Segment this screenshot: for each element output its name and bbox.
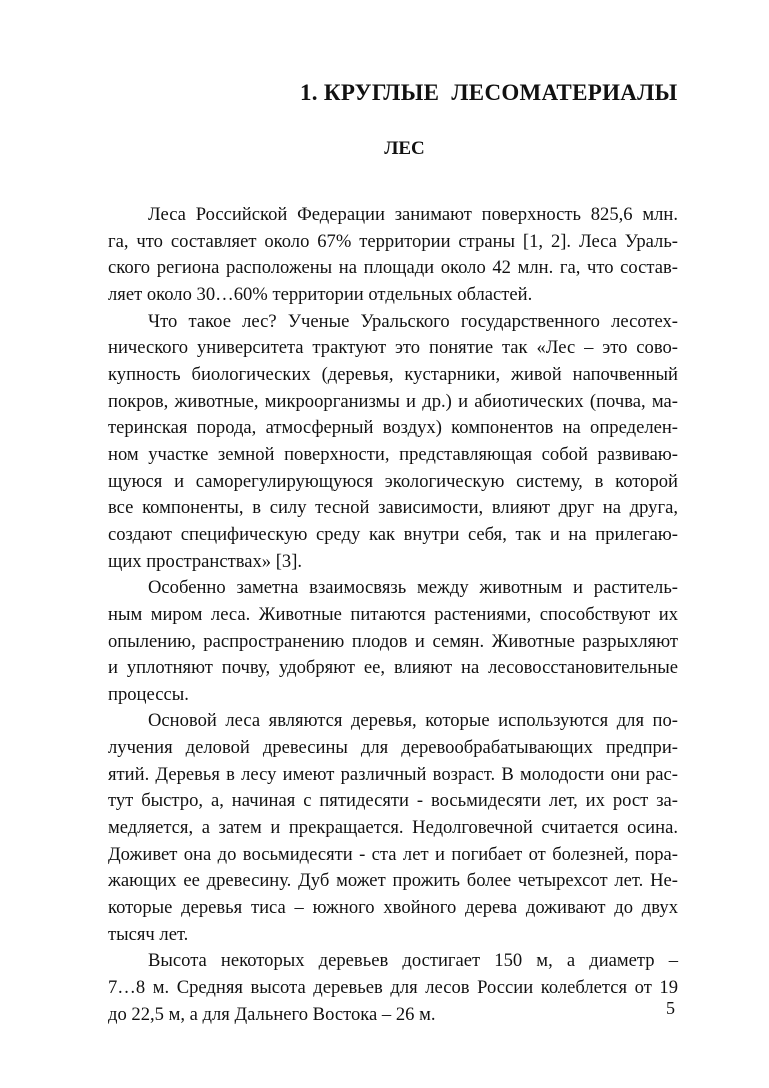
text-line: купность биологических (деревья, кустарники, живой напочвенный: [108, 363, 678, 385]
paragraph: [108, 202, 678, 309]
text-line: 7…8 м. Средняя высота деревьев для лесов России колеблется от 19: [108, 977, 678, 999]
text-line: жающих ее древесину. Дуб может прожить более четырехсот лет. Не-: [108, 870, 678, 892]
text-line: медляется, а затем и прекращается. Недолговечной считается осина.: [108, 817, 678, 839]
text-line: ляет около 30…60% территории отдельных областей.: [108, 283, 533, 305]
text-line: ского региона расположены на площади около 42 млн. га, что состав-: [108, 257, 678, 279]
text-line: до 22,5 м, а для Дальнего Востока – 26 м.: [108, 1003, 436, 1025]
text-line: создают специфическую среду как внутри себя, так и на прилегаю-: [108, 523, 678, 545]
text-line: ятий. Деревья в лесу имеют различный возраст. В молодости они рас-: [108, 763, 678, 785]
text-line: все компоненты, в силу тесной зависимости, влияют друг на друга,: [108, 497, 678, 519]
section-title: ЛЕС: [384, 138, 425, 159]
text-line: теринская порода, атмосферный воздух) компонентов на определен-: [108, 417, 678, 439]
text-line: Что такое лес? Ученые Уральского государственного лесотех-: [148, 310, 678, 332]
chapter-title: 1. КРУГЛЫЕ ЛЕСОМАТЕРИАЛЫ: [300, 80, 678, 105]
text-line: нического университета трактуют это понятие так «Лес – это сово-: [108, 337, 678, 359]
text-line: тут быстро, а, начиная с пятидесяти - восьмидесяти лет, их рост за-: [108, 790, 678, 812]
paragraph: [108, 575, 678, 708]
text-line: которые деревья тиса – южного хвойного дерева доживают до двух: [108, 897, 678, 919]
text-line: Особенно заметна взаимосвязь между животным и раститель-: [148, 577, 678, 599]
text-line: Доживет она до восьмидесяти - ста лет и погибает от болезней, пора-: [108, 843, 678, 865]
paragraph: [108, 309, 678, 576]
page-number: 5: [666, 998, 675, 1018]
text-line: ным миром леса. Животные питаются растениями, способствуют их: [108, 603, 678, 625]
text-line: щуюся и саморегулирующуюся экологическую систему, в которой: [108, 470, 678, 492]
text-line: процессы.: [108, 683, 189, 705]
text-line: га, что составляет около 67% территории страны [1, 2]. Леса Ураль-: [108, 230, 678, 252]
text-line: покров, животные, микроорганизмы и др.) и абиотических (почва, ма-: [108, 390, 678, 412]
text-line: и уплотняют почву, удобряют ее, влияют на лесовосстановительные: [108, 657, 678, 679]
body-text: [108, 202, 678, 1028]
text-line: щих пространствах» [3].: [108, 550, 303, 572]
text-line: опылению, распространению плодов и семян. Животные разрыхляют: [108, 630, 678, 652]
text-line: тысяч лет.: [108, 923, 189, 945]
paragraph: [108, 708, 678, 948]
paragraph: [108, 948, 678, 1028]
text-line: Высота некоторых деревьев достигает 150 м, а диаметр –: [148, 950, 678, 972]
text-line: Основой леса являются деревья, которые используются для по-: [148, 710, 678, 732]
text-line: лучения деловой древесины для деревообрабатывающих предпри-: [108, 737, 678, 759]
text-line: ном участке земной поверхности, представляющая собой развиваю-: [108, 443, 678, 465]
text-line: Леса Российской Федерации занимают поверхность 825,6 млн.: [148, 204, 678, 225]
